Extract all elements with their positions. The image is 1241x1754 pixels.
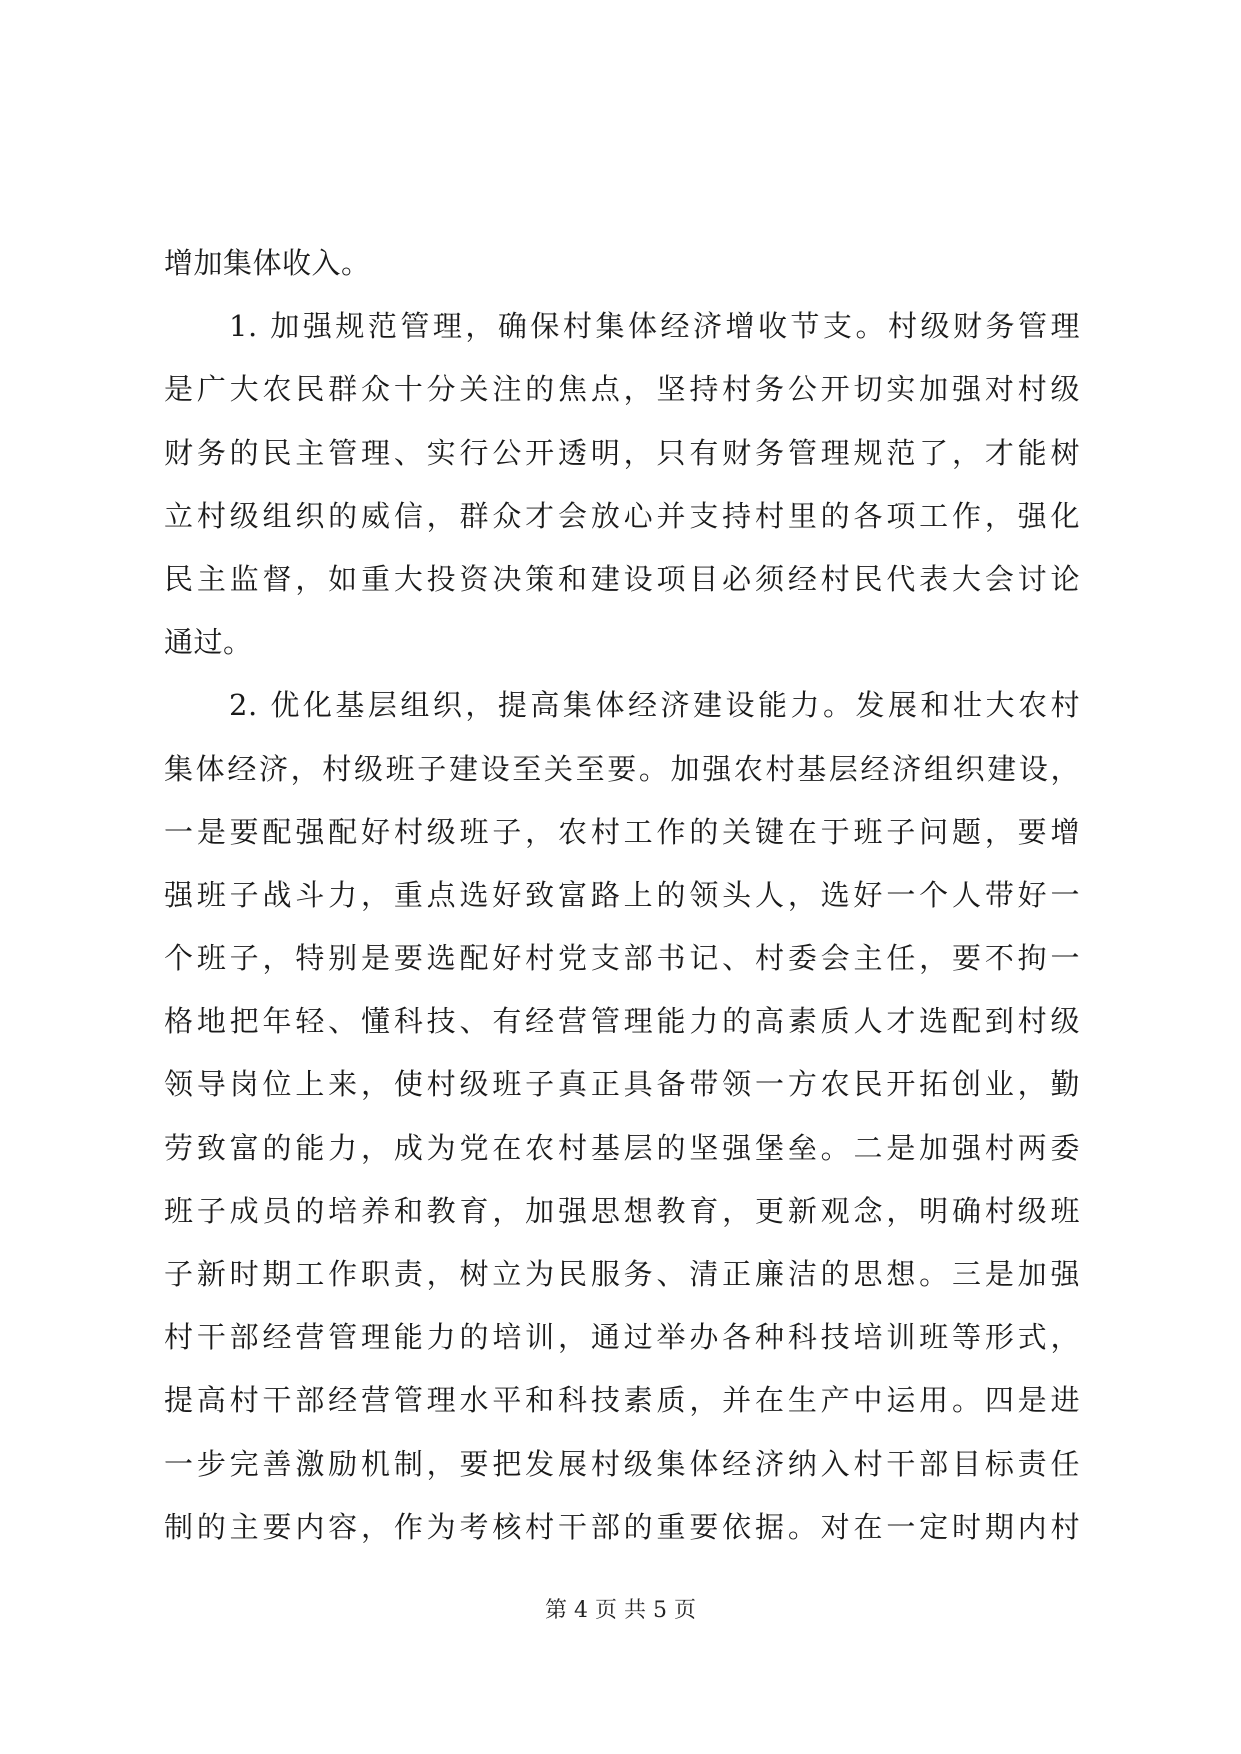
text-line: 集体经济，村级班子建设至关至要。加强农村基层经济组织建设， — [164, 751, 1080, 786]
text-line: 一是要配强配好村级班子，农村工作的关键在于班子问题，要增 — [164, 814, 1080, 849]
text-line: 1. 加强规范管理，确保村集体经济增收节支。村级财务管理 — [164, 309, 1080, 344]
body-text — [164, 232, 1080, 1559]
text-line: 强班子战斗力，重点选好致富路上的领头人，选好一个人带好一 — [164, 877, 1080, 912]
text-line: 领导岗位上来，使村级班子真正具备带领一方农民开拓创业，勤 — [164, 1067, 1080, 1102]
text-line: 2. 优化基层组织，提高集体经济建设能力。发展和壮大农村 — [164, 688, 1080, 723]
text-line: 增加集体收入。 — [164, 246, 371, 280]
text-line: 一步完善激励机制，要把发展村级集体经济纳入村干部目标责任 — [164, 1446, 1080, 1481]
text-line: 子新时期工作职责，树立为民服务、清正廉洁的思想。三是加强 — [164, 1257, 1080, 1291]
text-line: 提高村干部经营管理水平和科技素质，并在生产中运用。四是进 — [164, 1383, 1080, 1418]
text-line: 立村级组织的威信，群众才会放心并支持村里的各项工作，强化 — [164, 498, 1080, 533]
text-line: 个班子，特别是要选配好村党支部书记、村委会主任，要不拘一 — [164, 941, 1080, 976]
text-line: 劳致富的能力，成为党在农村基层的坚强堡垒。二是加强村两委 — [164, 1130, 1080, 1165]
text-line: 民主监督，如重大投资决策和建设项目必须经村民代表大会讨论 — [164, 561, 1080, 596]
text-line: 格地把年轻、懂科技、有经营管理能力的高素质人才选配到村级 — [164, 1004, 1080, 1039]
text-line: 制的主要内容，作为考核村干部的重要依据。对在一定时期内村 — [164, 1509, 1080, 1544]
text-line: 财务的民主管理、实行公开透明，只有财务管理规范了，才能树 — [164, 435, 1080, 470]
text-line: 班子成员的培养和教育，加强思想教育，更新观念，明确村级班 — [164, 1193, 1080, 1228]
page-number-footer: 第 4 页 共 5 页 — [545, 1598, 696, 1623]
text-line: 通过。 — [164, 625, 253, 660]
text-line: 是广大农民群众十分关注的焦点，坚持村务公开切实加强对村级 — [164, 372, 1080, 407]
text-line: 村干部经营管理能力的培训，通过举办各种科技培训班等形式， — [164, 1320, 1080, 1355]
